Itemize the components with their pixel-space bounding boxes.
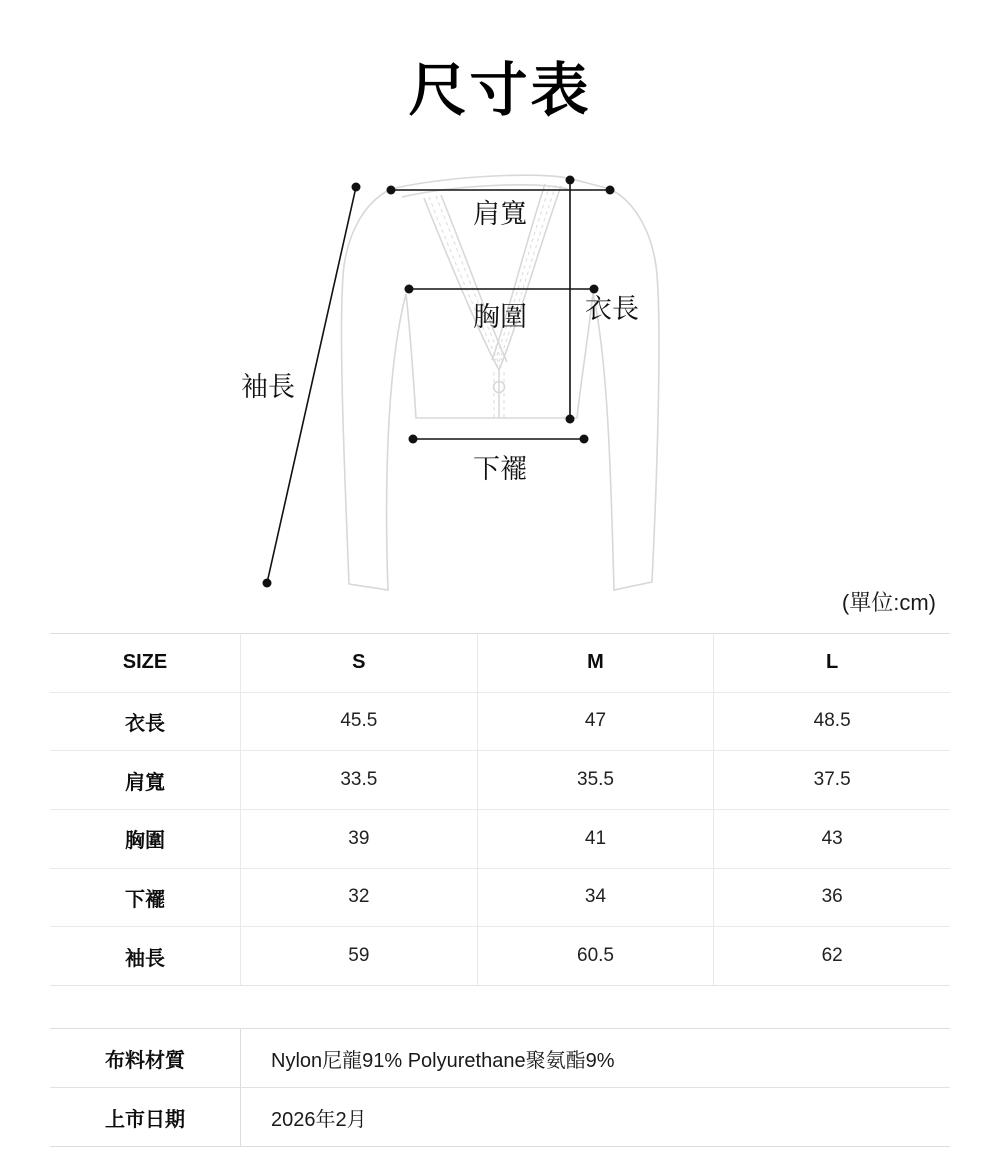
unit-note: (單位:cm) (841, 590, 936, 615)
cell-sleeve-m: 60.5 (477, 926, 714, 985)
measure-label-shoulder: 肩寬 (473, 199, 527, 229)
info-value-material: Nylon尼龍91% Polyurethane聚氨酯9% (240, 1028, 950, 1087)
row-label-shoulder: 肩寬 (50, 750, 240, 809)
cell-chest-s: 39 (240, 809, 477, 868)
measure-label-length: 衣長 (585, 294, 639, 324)
row-label-chest: 胸圍 (50, 809, 240, 868)
cell-chest-m: 41 (477, 809, 714, 868)
cell-hem-m: 34 (477, 868, 714, 927)
info-label-material: 布料材質 (50, 1028, 240, 1087)
cardigan-outline (341, 175, 658, 590)
cell-shoulder-l: 37.5 (713, 750, 950, 809)
cell-sleeve-l: 62 (713, 926, 950, 985)
cell-sleeve-s: 59 (240, 926, 477, 985)
cell-hem-s: 32 (240, 868, 477, 927)
measure-lines (263, 176, 615, 588)
cell-length-l: 48.5 (713, 692, 950, 751)
size-table-header-l: L (713, 633, 950, 692)
cell-length-s: 45.5 (240, 692, 477, 751)
measure-label-sleeve: 袖長 (241, 372, 295, 402)
cell-hem-l: 36 (713, 868, 950, 927)
row-label-sleeve: 袖長 (50, 926, 240, 985)
cell-shoulder-m: 35.5 (477, 750, 714, 809)
info-label-release-date: 上市日期 (50, 1087, 240, 1146)
info-value-release-date: 2026年2月 (240, 1087, 950, 1146)
cell-length-m: 47 (477, 692, 714, 751)
cell-shoulder-s: 33.5 (240, 750, 477, 809)
row-label-hem: 下襬 (50, 868, 240, 927)
measure-label-chest: 胸圍 (473, 302, 527, 332)
size-table-header-s: S (240, 633, 477, 692)
size-table (50, 633, 950, 986)
size-table-header-size: SIZE (50, 633, 240, 692)
size-table-header-m: M (477, 633, 714, 692)
cell-chest-l: 43 (713, 809, 950, 868)
page-title: 尺寸表 (408, 58, 592, 123)
row-label-length: 衣長 (50, 692, 240, 751)
info-table (50, 1028, 950, 1147)
measure-label-hem: 下襬 (473, 454, 527, 484)
